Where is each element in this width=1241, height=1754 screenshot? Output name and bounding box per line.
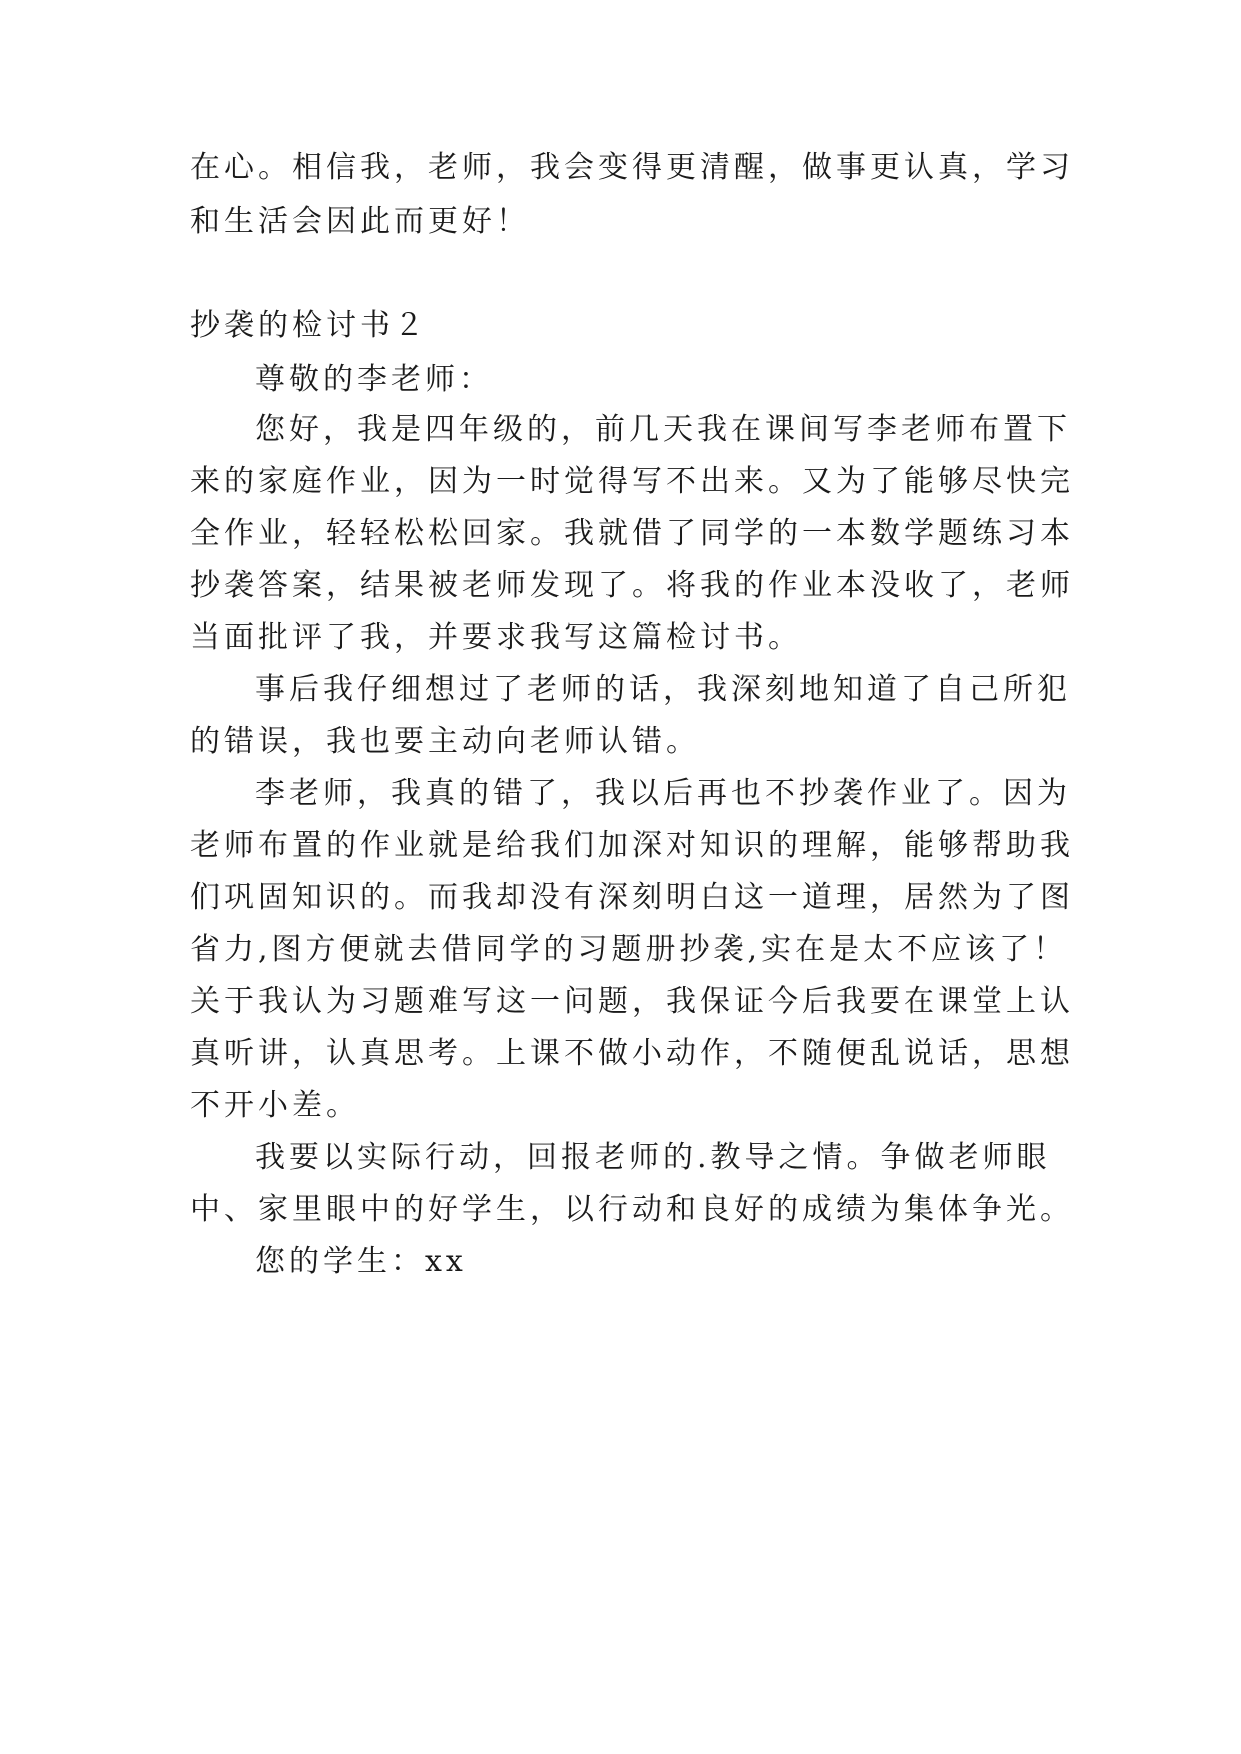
paragraph-line: 们巩固知识的。而我却没有深刻明白这一道理，居然为了图 <box>190 880 1074 915</box>
paragraph-line: 关于我认为习题难写这一问题，我保证今后我要在课堂上认 <box>190 984 1074 1019</box>
paragraph-line: 的错误，我也要主动向老师认错。 <box>190 724 700 759</box>
signature-line: 您的学生：xx <box>255 1244 467 1279</box>
paragraph-line: 李老师，我真的错了，我以后再也不抄袭作业了。因为 <box>255 776 1071 811</box>
paragraph-line: 全作业，轻轻松松回家。我就借了同学的一本数学题练习本 <box>190 516 1074 551</box>
paragraph-line: 老师布置的作业就是给我们加深对知识的理解，能够帮助我 <box>190 828 1074 863</box>
paragraph-line: 您好，我是四年级的，前几天我在课间写李老师布置下 <box>255 412 1071 447</box>
paragraph-line: 省力,图方便就去借同学的习题册抄袭,实在是太不应该了！ <box>190 932 1068 967</box>
paragraph-line: 我要以实际行动，回报老师的.教导之情。争做老师眼 <box>255 1140 1051 1175</box>
paragraph-line: 事后我仔细想过了老师的话，我深刻地知道了自己所犯 <box>255 672 1071 707</box>
paragraph-line: 中、家里眼中的好学生，以行动和良好的成绩为集体争光。 <box>190 1192 1074 1227</box>
paragraph-line: 在心。相信我，老师，我会变得更清醒，做事更认真，学习 <box>190 150 1074 185</box>
paragraph-line: 和生活会因此而更好！ <box>190 204 530 239</box>
paragraph-line: 当面批评了我，并要求我写这篇检讨书。 <box>190 620 802 655</box>
paragraph-line: 不开小差。 <box>190 1088 360 1123</box>
salutation: 尊敬的李老师： <box>255 362 493 397</box>
paragraph-line: 真听讲，认真思考。上课不做小动作，不随便乱说话，思想 <box>190 1036 1074 1071</box>
paragraph-line: 抄袭答案，结果被老师发现了。将我的作业本没收了，老师 <box>190 568 1074 603</box>
section-title: 抄袭的检讨书２ <box>190 308 428 343</box>
paragraph-line: 来的家庭作业，因为一时觉得写不出来。又为了能够尽快完 <box>190 464 1074 499</box>
